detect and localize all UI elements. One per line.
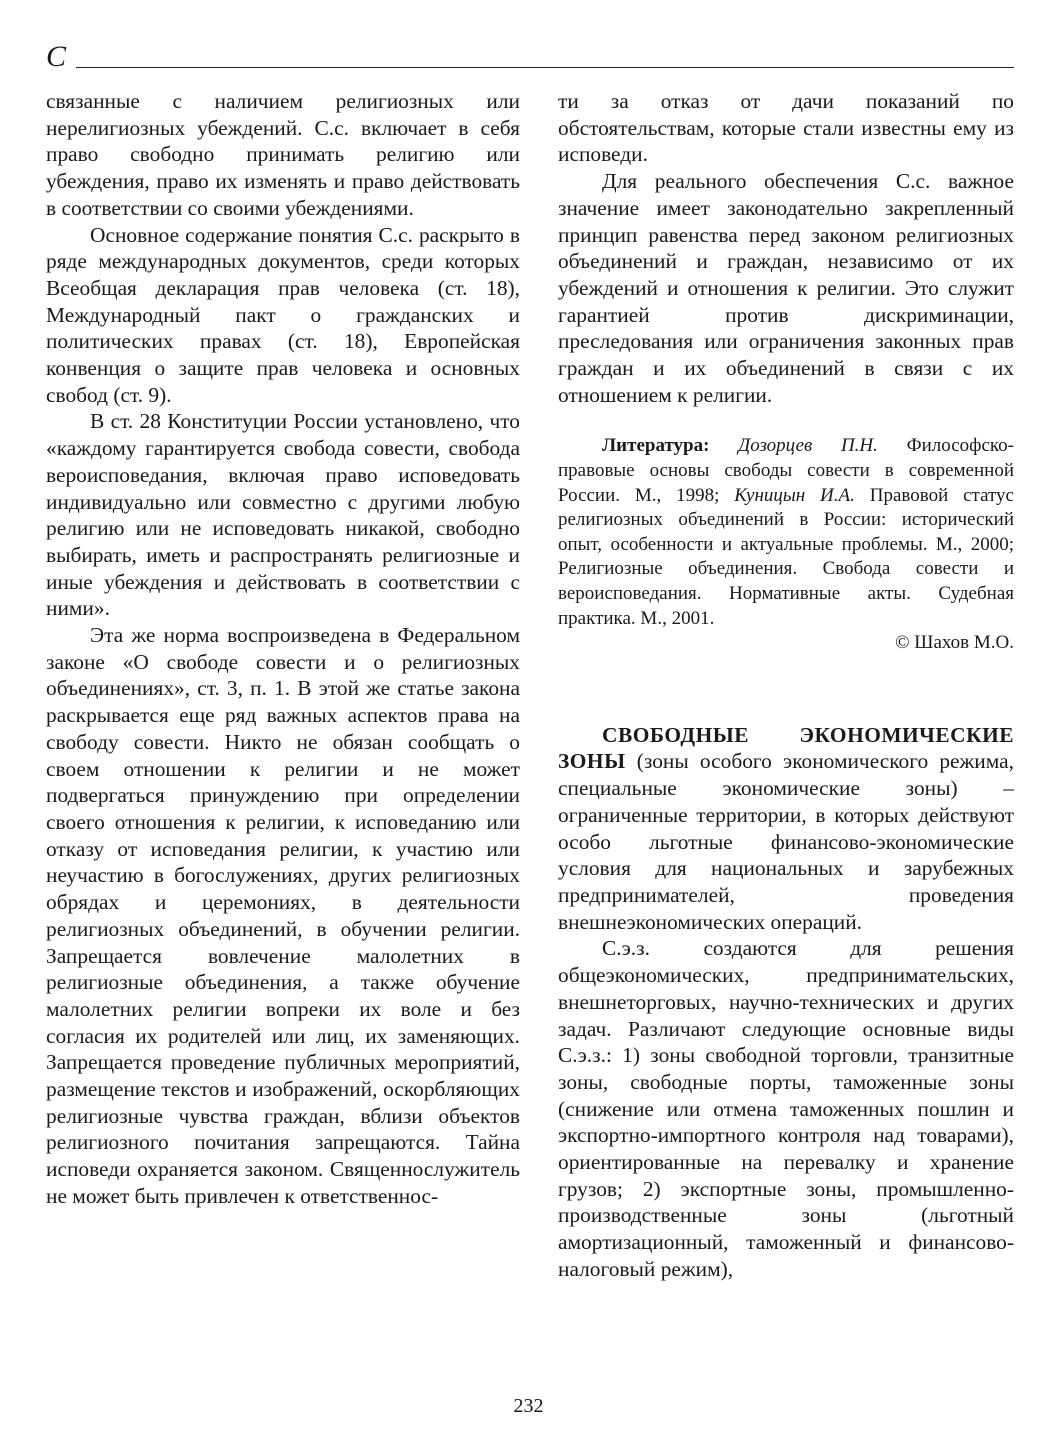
literature-author: Дозорцев П.Н. [738,435,878,457]
entry-definition: (зоны особого экономического режима, специальные экономические зоны) – ограниченные территории, в которых действуют особо льготные финансово-экономические условия для национальных и зарубежных предпринимателей, проведения внешнеэкономических операций. [558,749,1014,934]
section-letter: С [46,40,67,73]
right-column [558,88,1014,1283]
paragraph: Эта же норма воспроизведена в Федеральном законе «О свободе совести и о религиозных объединениях», ст. 3, п. 1. В этой же статье закона раскрывается еще ряд важных аспектов права на свободу совести. Никто не обязан сообщать о своем отношении к религии и не может подвергаться принуждению при определении своего отношения к религии, к исповеданию или отказу от исповедания религии, к участию или неучастию в богослужениях, других религиозных обрядах и церемониях, в деятельности религиозных объединений, в обучении религии. Запрещается вовлечение малолетних в религиозные объединения, а также обучение малолетних религии вопреки их воле и без согласия их родителей или лиц, их заменяющих. Запрещается проведение публичных мероприятий, размещение текстов и изображений, оскорбляющих религиозные чувства граждан, вблизи объектов религиозного почитания запрещаются. Тайна исповеди охраняется законом. Священнослужитель не может быть привлечен к ответственнос- [46,623,520,1208]
paragraph: С.э.з. создаются для решения общеэкономических, предпринимательских, внешнеторговых, научно-технических и других задач. Различают следующие основные виды С.э.з.: 1) зоны свободной торговли, транзитные зоны, свободные порты, таможенные зоны (снижение или отмена таможенных пошлин и экспортно-импортного контроля над товарами), ориентированные на перевалку и хранение грузов; 2) экспортные зоны, промышленно-производственные зоны (льготный амортизационный, таможенный и финансово-налоговый режим), [558,936,1014,1281]
entry-term: СВОБОДНЫЕ ЭКОНОМИЧЕСКИЕ ЗОНЫ [558,722,1014,774]
literature-label: Литература: [602,435,710,457]
left-column [46,88,520,1210]
literature-author: Куницын И.А. [734,484,855,506]
paragraph: Основное содержание понятия С.с. раскрыто в ряде международных документов, среди которых Всеобщая декларация прав человека (ст. 18), Международный пакт о гражданских и политических правах (ст. 18), Европейская конвенция о защите прав человека и основных свобод (ст. 9). [46,222,520,407]
literature-block [558,434,1014,631]
dictionary-entry [558,722,1014,936]
paragraph: ти за отказ от дачи показаний по обстоятельствам, которые стали известны ему из исповеди. [558,89,1014,167]
literature-text: Правовой статус религиозных объединений в России: исторический опыт, особенности и актуальные проблемы. М., 2000; Религиозные объединения. Свобода совести и вероисповедания. Нормативные акты. Судебная практика. М., 2001. [558,484,1014,629]
paragraph: связанные с наличием религиозных или нерелигиозных убеждений. С.с. включает в себя право свободно принимать религию или убеждения, право их изменять и право действовать в соответствии со своими убеждениями. [46,89,520,220]
page-number: 232 [513,1395,544,1417]
header-rule [76,67,1014,68]
literature-text: Философско-правовые основы свободы совести в современной России. М., 1998; [558,435,1014,506]
page-header [46,42,1014,72]
paragraph: Для реального обеспечения С.с. важное значение имеет законодательно закрепленный принцип равенства перед законом религиозных объединений и граждан, независимо от их убеждений и отношения к религии. Это служит гарантией против дискриминации, преследования или ограничения законных прав граждан и их объединений в связи с их отношением к религии. [558,169,1014,407]
paragraph: В ст. 28 Конституции России установлено, что «каждому гарантируется свобода совести, свобода вероисповедания, включая право исповедовать индивидуально или совместно с другими любую религию или не исповедовать никакой, свободно выбирать, иметь и распространять религиозные и иные убеждения и действовать в соответствии с ними». [46,409,520,621]
author-credit: © Шахов М.О. [895,632,1014,654]
